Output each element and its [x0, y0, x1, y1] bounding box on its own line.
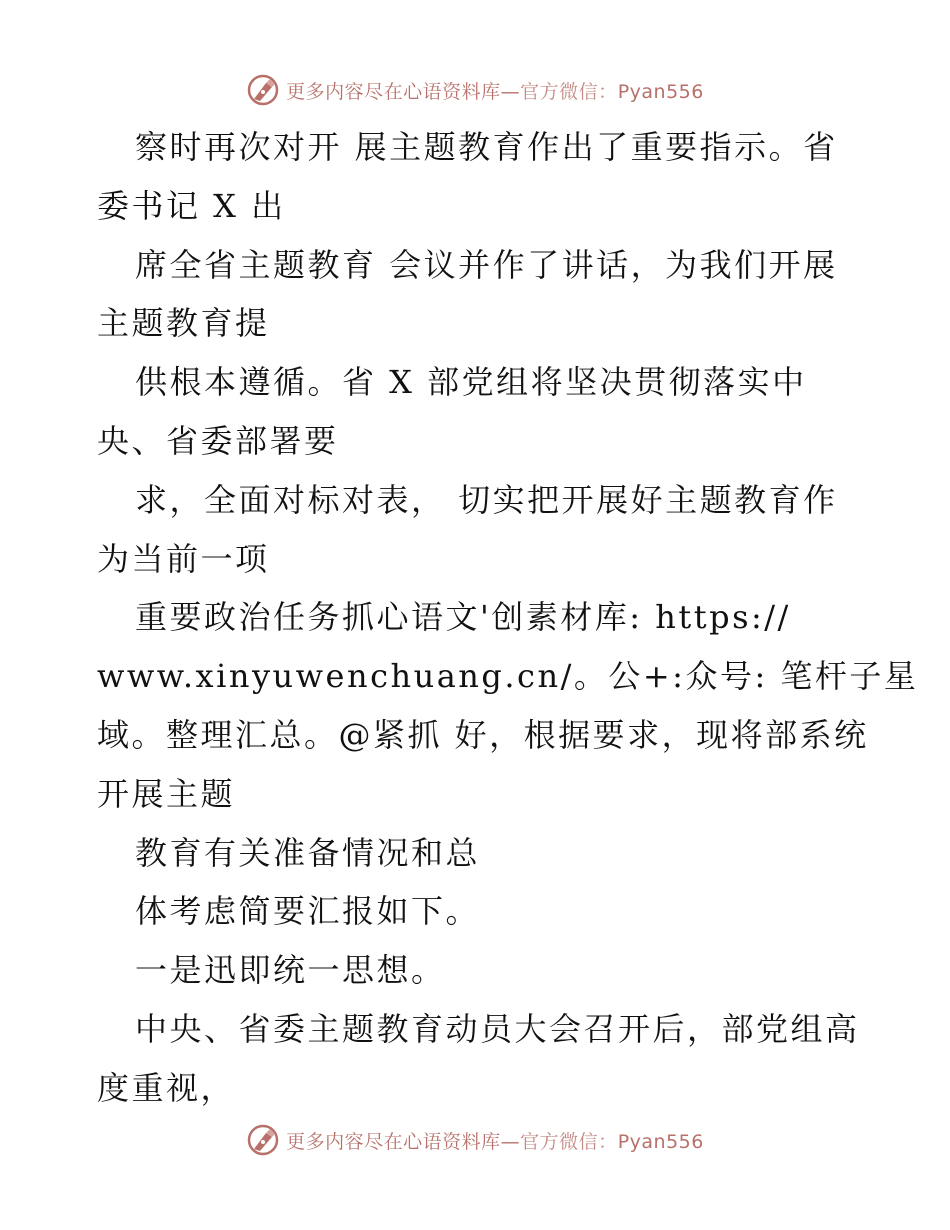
text-line: 察时再次对开 展主题教育作出了重要指示。省: [135, 128, 838, 166]
banner-account: Pyan556: [617, 1130, 704, 1153]
banner-account: Pyan556: [617, 80, 704, 103]
text-line: www.xinyuwenchuang.cn/。公+:众号: 笔杆子星: [97, 657, 919, 696]
banner-text: [286, 1127, 704, 1154]
banner-separator: —: [500, 80, 521, 103]
footer-banner: [0, 1120, 950, 1160]
text-line: 求，全面对标对表， 切实把开展好主题教育作: [135, 480, 838, 519]
text-line: 重要政治任务抓心语文'创素材库: https://: [135, 598, 791, 637]
text-line: 央、省委部署要: [97, 421, 339, 460]
text-line: 一是迅即统一思想。: [135, 951, 446, 990]
text-line: 为当前一项: [97, 539, 270, 578]
header-banner: [0, 70, 950, 110]
banner-wechat-label: 官方微信：: [520, 80, 618, 103]
text-line: 教育有关准备情况和总: [135, 833, 481, 872]
pen-nib-logo-icon: [246, 73, 280, 107]
text-line: 供根本遵循。省 X 部党组将坚决贯彻落实中: [135, 363, 807, 402]
text-line: 开展主题: [97, 774, 236, 813]
banner-site: 更多内容尽在心语资料库: [286, 80, 501, 103]
text-line: 体考虑简要汇报如下。: [135, 892, 481, 931]
text-line: 中央、省委主题教育动员大会召开后，部党组高: [135, 1009, 860, 1048]
banner-site: 更多内容尽在心语资料库: [286, 1130, 501, 1153]
text-line: 域。整理汇总。@紧抓 好，根据要求，现将部系统: [97, 715, 869, 754]
banner-separator: —: [500, 1130, 521, 1153]
text-line: 委书记 X 出: [97, 186, 286, 225]
text-line: 席全省主题教育 会议并作了讲话，为我们开展: [135, 245, 838, 284]
document-body: [97, 118, 919, 1118]
banner-text: [286, 77, 704, 104]
pen-nib-logo-icon: [246, 1123, 280, 1157]
banner-wechat-label: 官方微信：: [520, 1130, 618, 1153]
text-line: 度重视，: [97, 1068, 236, 1107]
text-line: 主题教育提: [97, 304, 270, 343]
